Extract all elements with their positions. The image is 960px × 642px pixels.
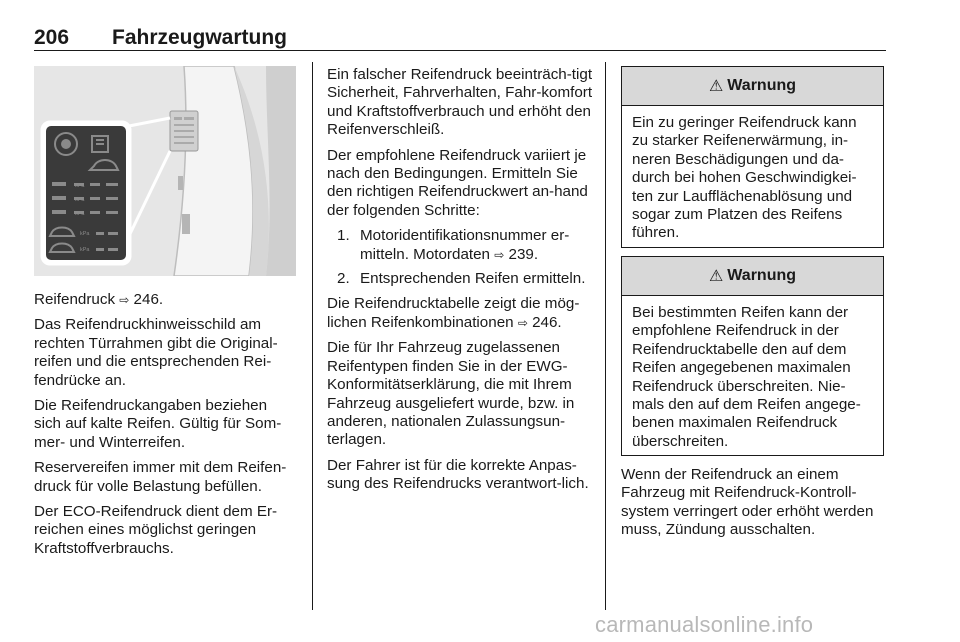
page-title: Fahrzeugwartung xyxy=(112,26,288,49)
page-header xyxy=(34,26,886,51)
warning-box-1 xyxy=(621,66,884,248)
paragraph: Ein falscher Reifendruck beeinträch-tigt Sicherheit, Fahrverhalten, Fahr-komfort und Kraftstoffverbrauch und erhöht den Reifenverschleiß. xyxy=(327,66,593,139)
paragraph-reference xyxy=(34,291,296,309)
warning-title: Warnung xyxy=(727,267,797,284)
step-text: Motoridentifikationsnummer er-mitteln. Motordaten xyxy=(360,227,570,263)
warning-triangle-icon: ⚠ xyxy=(708,78,724,95)
arrow-reference-icon: ⇨ xyxy=(494,247,505,262)
warning-box-2 xyxy=(621,256,884,456)
list-item xyxy=(327,270,593,288)
paragraph-text: Reifendruck xyxy=(34,291,120,308)
label-kpa-text: kPa xyxy=(75,197,85,203)
arrow-reference-icon: ⇨ xyxy=(517,315,528,330)
column-middle xyxy=(327,66,593,501)
paragraph-text: Die Reifendrucktabelle zeigt die mög-lichen Reifenkombinationen xyxy=(327,295,580,331)
column-divider-2 xyxy=(605,62,606,610)
step-number: 2. xyxy=(337,270,350,288)
paragraph: Das Reifendruckhinweisschild am rechten Türrahmen gibt die Original-reifen und die entsprechenden Rei-fendrücke an. xyxy=(34,316,278,389)
paragraph: Der ECO-Reifendruck dient dem Er-reichen eines möglichst geringen Kraftstoffverbrauchs. xyxy=(34,503,278,557)
column-divider-1 xyxy=(312,62,313,610)
warning-body: Bei bestimmten Reifen kann der empfohlene Reifendruck in der Reifendrucktabelle den auf dem Reifen angegebenen maximalen Reifendruck überschreiten. Nie-mals den auf dem Reifen angege-benen maximalen Reifendruck überschreiten. xyxy=(632,304,861,450)
label-kpa-text: kPa xyxy=(80,231,90,237)
paragraph-reference xyxy=(327,295,593,332)
door-frame-drawing xyxy=(34,66,296,276)
label-kpa-text: kPa xyxy=(80,247,90,253)
column-left xyxy=(34,291,296,565)
list-item xyxy=(327,227,593,264)
warning-header xyxy=(622,257,883,296)
paragraph: Die für Ihr Fahrzeug zugelassenen Reifentypen finden Sie in der EWG-Konformitätserklärung, die mit Ihrem Fahrzeug ausgeliefert wurde, bzw. in anderen, nationalen Zulassungsun-terlagen. xyxy=(327,339,575,449)
tire-pressure-label-illustration xyxy=(34,66,296,276)
page-reference[interactable]: 239. xyxy=(504,245,539,263)
page-number: 206 xyxy=(34,26,70,49)
warning-header xyxy=(622,67,883,106)
label-kpa-text: kPa xyxy=(75,183,85,189)
step-number: 1. xyxy=(337,227,350,245)
watermark-text: carmanualsonline.info xyxy=(595,612,814,637)
paragraph: Der empfohlene Reifendruck variiert je nach den Bedingungen. Ermitteln Sie den richtigen Reifendruckwert an-hand der folgenden Schritte: xyxy=(327,146,588,219)
paragraph: Wenn der Reifendruck an einem Fahrzeug mit Reifendruck-Kontroll-system verringert oder erhöht werden muss, Zündung ausschalten. xyxy=(621,466,874,539)
label-kpa-text: kPa xyxy=(75,211,85,217)
step-text: Entsprechenden Reifen ermitteln. xyxy=(360,270,586,288)
warning-triangle-icon: ⚠ xyxy=(708,268,724,285)
paragraph: Reservereifen immer mit dem Reifen-druck für volle Belastung befüllen. xyxy=(34,459,287,495)
warning-body: Ein zu geringer Reifendruck kann zu starker Reifenerwärmung, in-neren Beschädigungen und da-durch bei hohen Geschwindigkei-ten zur Laufflächenablösung und sogar zum Platzen des Reifens führen. xyxy=(632,114,857,242)
column-right xyxy=(621,466,887,547)
paragraph: Die Reifendruckangaben beziehen sich auf kalte Reifen. Gültig für Som-mer- und Winterreifen. xyxy=(34,397,282,451)
page-reference[interactable]: 246. xyxy=(129,291,164,308)
page-reference[interactable]: 246. xyxy=(527,313,562,331)
warning-title: Warnung xyxy=(727,77,797,94)
arrow-reference-icon: ⇨ xyxy=(119,293,130,307)
paragraph: Der Fahrer ist für die korrekte Anpas-sung des Reifendrucks verantwort-lich. xyxy=(327,456,589,493)
steps-list xyxy=(327,227,593,288)
